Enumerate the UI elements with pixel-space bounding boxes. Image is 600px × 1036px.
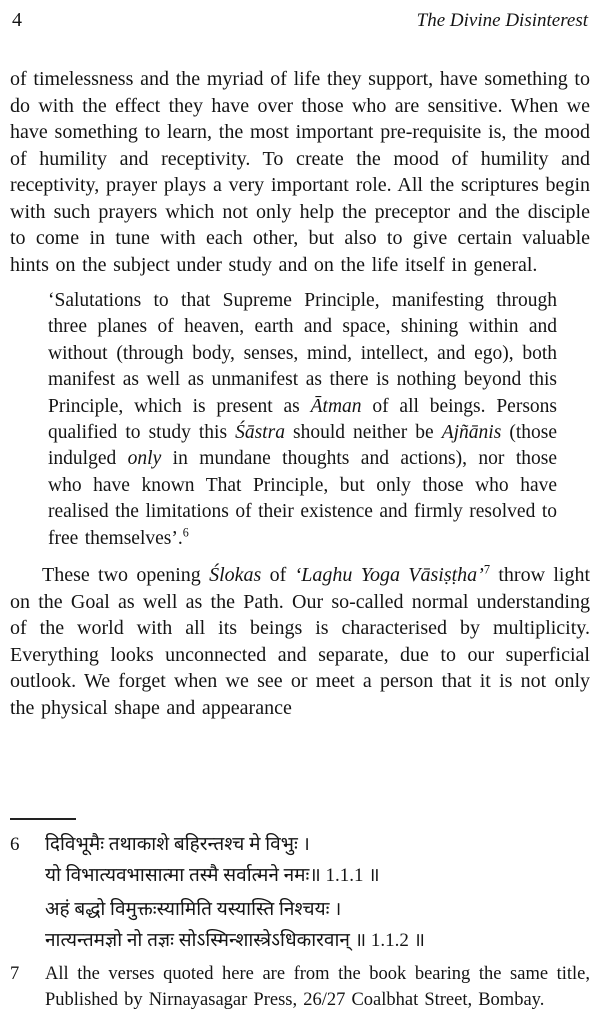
footnote-6 <box>10 829 590 956</box>
footnote-6-marker: 6 <box>10 834 20 855</box>
page-body <box>10 66 590 721</box>
footnote-6-text <box>45 829 590 956</box>
footnotes-section <box>10 818 590 1013</box>
paragraph-two: These two opening Ślokas of ‘Laghu Yoga Vāsiṣṭha’$^7$ throw light on the Goal as well as the Path. Our so-called normal understanding of the world with all its beings is characterised by multiplicity. Everything looks unconnected and separate, due to our superficial outlook. We forget when we see or meet a person that it is not only the physical shape and appearance <box>10 562 591 719</box>
footnote-7-marker: 7 <box>10 964 20 984</box>
footnote-7-text: All the verses quoted here are from the book bearing the same title, Published by Nirnayasagar Press, 26/27 Coalbhat Street, Bombay. <box>45 964 590 1010</box>
quote-block: ‘Salutations to that Supreme Principle, manifesting through three planes of heaven, earth and space, shining within and without (through body, senses, mind, intellect, and ego), both manifest as well as unmanifest as there is nothing beyond this Principle, which is present as Ātman of all beings. Persons qualified to study this Śāstra should neither be Ajñānis (those indulged only in mundane thoughts and actions), nor those who have known That Principle, but only those who have realised the limitations of their existence and firmly resolved to free themselves’.$^6$ <box>48 290 558 549</box>
running-title: The Divine Disinterest <box>416 10 588 31</box>
sanskrit-verse-line: नात्यन्तमज्ञो नो तज्ञः सोऽस्मिन्शास्त्रेऽधिकारवान् ॥ 1.1.2 ॥ <box>45 930 425 951</box>
sanskrit-verse-line: यो विभात्यवभासात्मा तस्मै सर्वात्मने नमः॥ 1.1.1 ॥ <box>45 865 380 886</box>
page-header <box>10 8 590 33</box>
sanskrit-verse-line: दिविभूमैः तथाकाशे बहिरन्तश्च मे विभुः । <box>45 834 310 855</box>
paragraph-continuation: of timelessness and the myriad of life they support, have something to do with the effect they have over those who are sensitive. When we have something to learn, the most important pre-requisite is, the mood of humility and receptivity. To create the mood of humility and receptivity, prayer plays a very important role. All the scriptures begin with such prayers which not only help the preceptor and the disciple to come in tune with each other, but also to give certain valuable hints on the subject under study and on the life itself in general. <box>10 68 590 276</box>
footnote-separator-rule <box>10 818 76 820</box>
page-number: 4 <box>12 9 22 31</box>
sanskrit-verse-line: अहं बद्धो विमुक्तःस्यामिति यस्यास्ति निश्चयः । <box>45 899 342 920</box>
footnote-7 <box>10 961 590 1013</box>
